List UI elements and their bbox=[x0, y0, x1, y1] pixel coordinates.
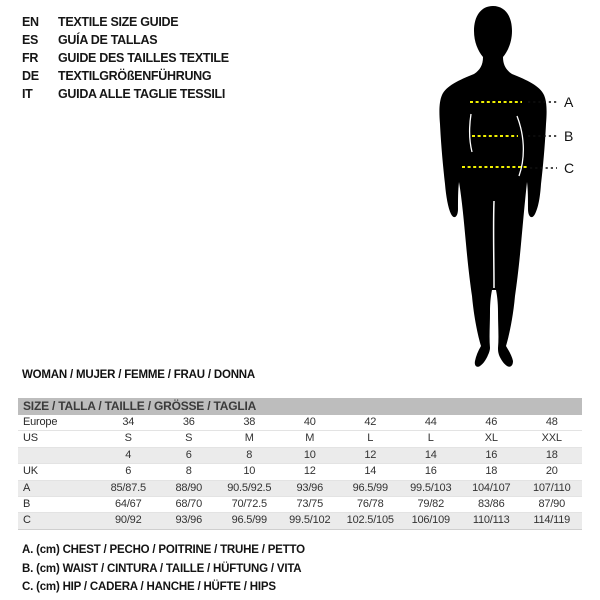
size-table-row bbox=[18, 513, 582, 529]
section-title: WOMAN / MUJER / FEMME / FRAU / DONNA bbox=[22, 369, 256, 381]
size-cell: 90.5/92.5 bbox=[227, 481, 272, 494]
size-cell: 34 bbox=[122, 416, 135, 428]
size-cell: 16 bbox=[424, 465, 437, 478]
size-cell: 20 bbox=[545, 465, 558, 478]
size-cell: 64/67 bbox=[114, 497, 142, 510]
size-cell: 12 bbox=[303, 465, 316, 478]
woman-silhouette-figure bbox=[428, 0, 600, 378]
size-cell: 36 bbox=[182, 416, 195, 428]
size-cell: 104/107 bbox=[472, 481, 511, 494]
size-cell: 88/90 bbox=[175, 481, 203, 494]
figure-area bbox=[428, 0, 600, 378]
guide-title: TEXTILE SIZE GUIDE bbox=[58, 15, 179, 29]
size-cell: 96.5/99 bbox=[352, 481, 388, 494]
size-cell: 14 bbox=[424, 448, 437, 461]
size-cell: 106/109 bbox=[411, 514, 450, 527]
language-row bbox=[22, 31, 229, 49]
size-cell: 12 bbox=[364, 448, 377, 461]
row-label: C bbox=[23, 514, 31, 527]
size-cell: 99.5/103 bbox=[410, 481, 452, 494]
chest-label: A bbox=[564, 94, 574, 110]
size-cell: 42 bbox=[364, 416, 377, 428]
size-cell: 79/82 bbox=[417, 497, 445, 510]
size-table-header: SIZE / TALLA / TAILLE / GRÖSSE / TAGLIA bbox=[18, 398, 582, 415]
size-table-row bbox=[18, 415, 582, 431]
measurement-legend bbox=[22, 541, 305, 597]
size-cell: 14 bbox=[364, 465, 377, 478]
size-table-row bbox=[18, 481, 582, 497]
language-code: FR bbox=[22, 51, 39, 65]
size-cell: 4 bbox=[125, 448, 132, 461]
language-row bbox=[22, 67, 229, 85]
size-table-row bbox=[18, 431, 582, 447]
size-cell: XXL bbox=[541, 432, 562, 445]
waist-label: B bbox=[564, 128, 574, 144]
language-title-list bbox=[22, 13, 229, 103]
size-cell: 8 bbox=[185, 465, 192, 478]
size-cell: 110/113 bbox=[472, 514, 510, 527]
language-row bbox=[22, 49, 229, 67]
size-cell: 68/70 bbox=[175, 497, 203, 510]
size-table-body bbox=[18, 415, 582, 530]
legend-line: B. (cm) WAIST / CINTURA / TAILLE / HÜFTUNG / VITA bbox=[22, 562, 302, 575]
size-table bbox=[18, 398, 582, 530]
size-cell: 6 bbox=[185, 448, 192, 461]
size-cell: 10 bbox=[303, 448, 316, 461]
size-cell: 96.5/99 bbox=[231, 514, 267, 527]
guide-title: GUÍA DE TALLAS bbox=[58, 33, 158, 47]
size-cell: M bbox=[244, 432, 254, 445]
size-cell: 73/75 bbox=[296, 497, 324, 510]
size-cell: 8 bbox=[246, 448, 253, 461]
guide-title: TEXTILGRÖßENFÜHRUNG bbox=[58, 69, 212, 83]
legend-line: A. (cm) CHEST / PECHO / POITRINE / TRUHE / PETTO bbox=[22, 544, 305, 556]
row-label: Europe bbox=[23, 416, 58, 428]
size-cell: 99.5/102 bbox=[289, 514, 331, 527]
size-cell: 16 bbox=[485, 448, 498, 461]
size-cell: 44 bbox=[424, 416, 437, 428]
row-label: UK bbox=[23, 465, 38, 478]
size-cell: L bbox=[367, 432, 374, 445]
size-cell: S bbox=[124, 432, 132, 445]
size-cell: 102.5/105 bbox=[346, 514, 394, 527]
language-code: EN bbox=[22, 15, 39, 29]
size-cell: 6 bbox=[125, 465, 132, 478]
size-cell: 10 bbox=[243, 465, 256, 478]
size-cell: 70/72.5 bbox=[231, 497, 267, 510]
size-cell: 93/96 bbox=[175, 514, 203, 527]
language-code: ES bbox=[22, 33, 39, 47]
row-label bbox=[18, 448, 98, 463]
size-cell: 76/78 bbox=[356, 497, 384, 510]
size-table-row bbox=[18, 464, 582, 480]
language-code: DE bbox=[22, 69, 39, 83]
woman-silhouette bbox=[439, 6, 546, 367]
size-cell: 107/110 bbox=[532, 481, 571, 494]
size-cell: 83/86 bbox=[477, 497, 505, 510]
size-cell: 38 bbox=[243, 416, 256, 428]
size-cell: XL bbox=[484, 432, 498, 445]
size-cell: 48 bbox=[545, 416, 558, 428]
hip-label: C bbox=[564, 160, 575, 176]
language-row bbox=[22, 85, 229, 103]
size-cell: 87/90 bbox=[538, 497, 566, 510]
size-cell: 90/92 bbox=[114, 514, 142, 527]
guide-title: GUIDE DES TAILLES TEXTILE bbox=[58, 51, 229, 65]
size-cell: 114/119 bbox=[533, 514, 571, 527]
guide-title: GUIDA ALLE TAGLIE TESSILI bbox=[58, 87, 226, 101]
size-cell: L bbox=[427, 432, 434, 445]
size-table-row bbox=[18, 497, 582, 513]
size-cell: 18 bbox=[485, 465, 498, 478]
language-code: IT bbox=[22, 87, 33, 101]
language-row bbox=[22, 13, 229, 31]
size-cell: 93/96 bbox=[296, 481, 324, 494]
size-cell: S bbox=[185, 432, 193, 445]
size-cell: 18 bbox=[545, 448, 558, 461]
size-table-row bbox=[18, 448, 582, 464]
row-label: US bbox=[23, 432, 38, 445]
size-cell: 85/87.5 bbox=[110, 481, 146, 494]
row-label: B bbox=[23, 497, 31, 510]
legend-line: C. (cm) HIP / CADERA / HANCHE / HÜFTE / HIPS bbox=[22, 581, 276, 593]
size-cell: 40 bbox=[303, 416, 316, 428]
size-cell: M bbox=[305, 432, 315, 445]
row-label: A bbox=[23, 481, 31, 494]
size-cell: 46 bbox=[485, 416, 498, 428]
